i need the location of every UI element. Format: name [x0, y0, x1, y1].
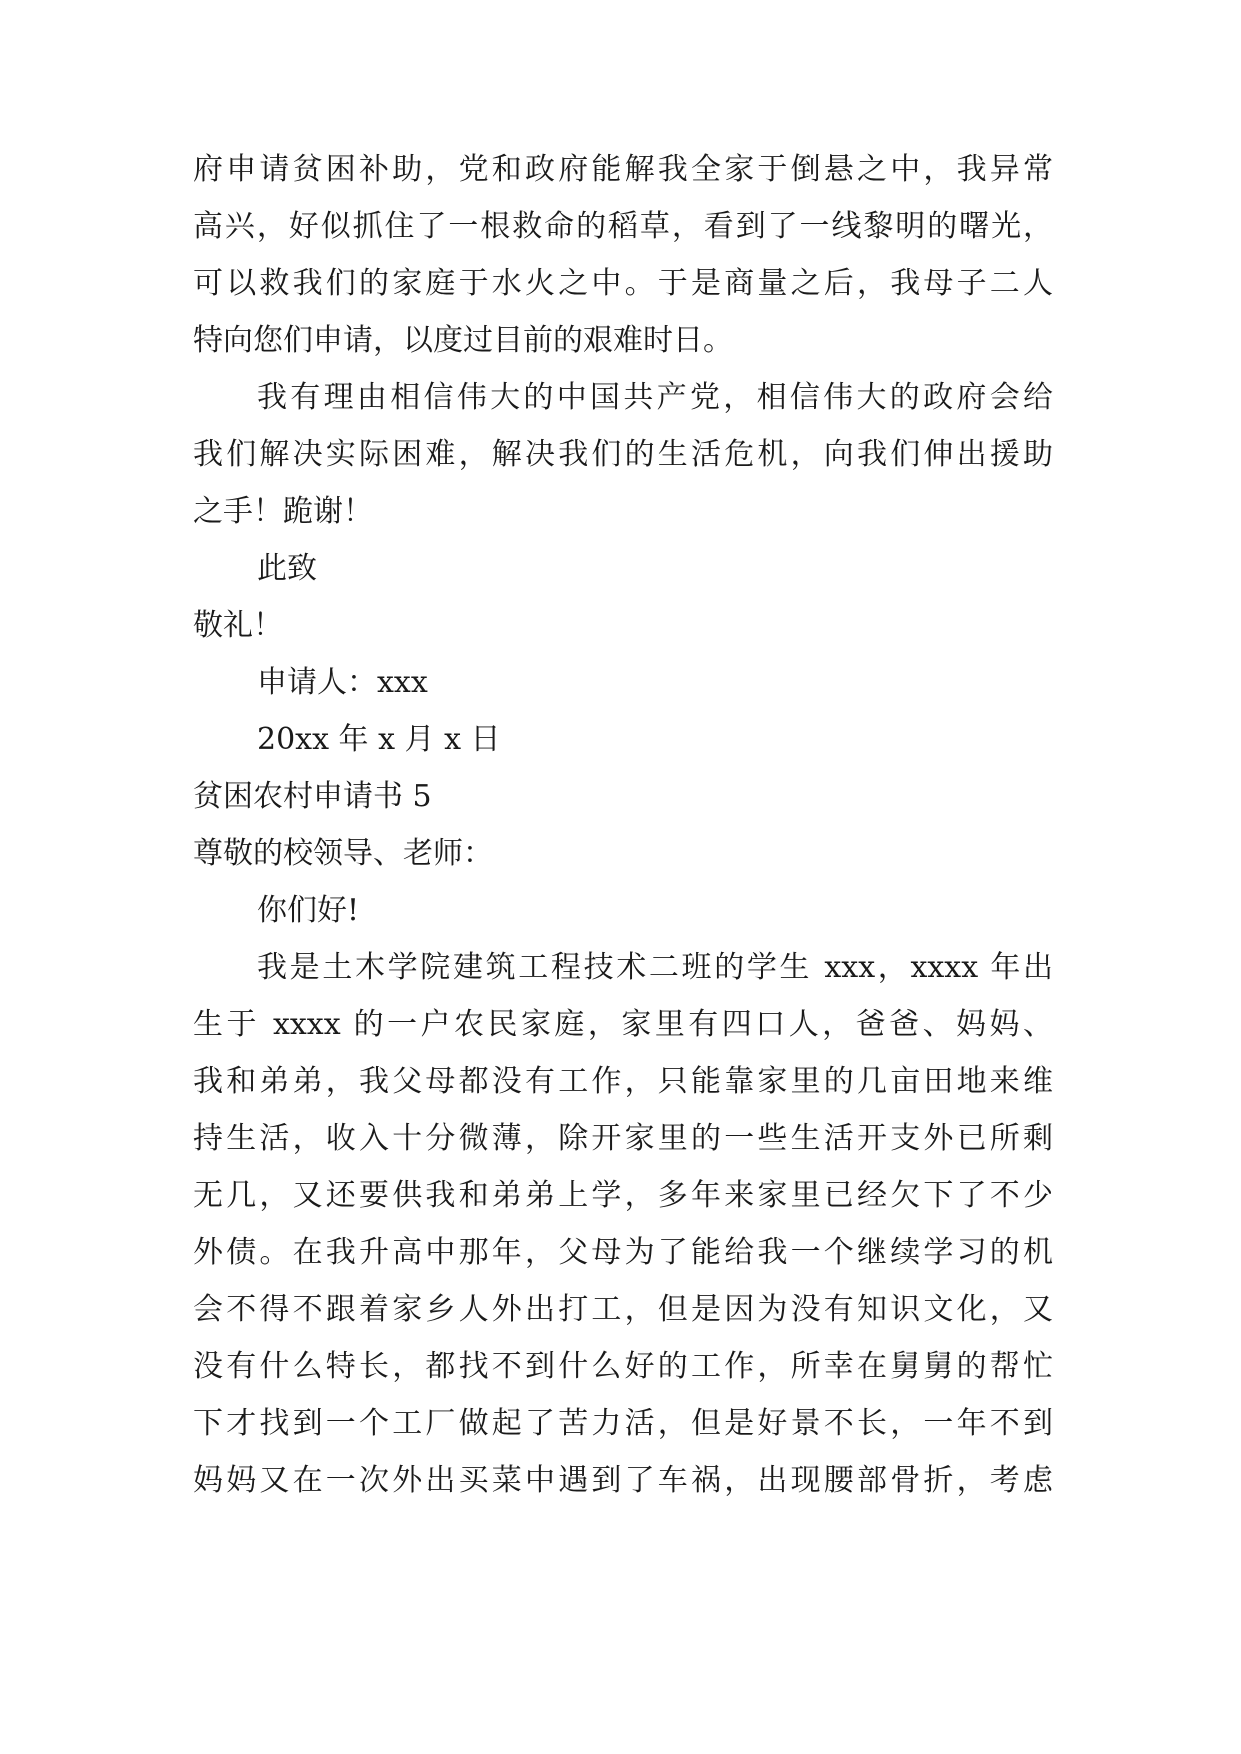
body-text-line: 没有什么特长，都找不到什么好的工作，所幸在舅舅的帮忙: [193, 1349, 1053, 1384]
section-title: 贫困农村申请书 5: [193, 779, 432, 814]
body-text-line: 高兴，好似抓住了一根救命的稻草，看到了一线黎明的曙光，: [193, 209, 1053, 244]
body-text-line: 我有理由相信伟大的中国共产党，相信伟大的政府会给: [257, 380, 1053, 415]
applicant-signature: 申请人：xxx: [257, 665, 428, 700]
body-text-line: 之手！跪谢！: [193, 494, 373, 529]
closing-salutation: 此致: [257, 551, 317, 586]
body-text-line: 府申请贫困补助，党和政府能解我全家于倒悬之中，我异常: [193, 152, 1053, 187]
body-text-line: 会不得不跟着家乡人外出打工，但是因为没有知识文化，又: [193, 1292, 1053, 1327]
body-text-line: 持生活，收入十分微薄，除开家里的一些生活开支外已所剩: [193, 1121, 1053, 1156]
body-text-line: 妈妈又在一次外出买菜中遇到了车祸，出现腰部骨折，考虑: [193, 1463, 1053, 1498]
closing-regards: 敬礼！: [193, 608, 283, 643]
body-text-line: 我和弟弟，我父母都没有工作，只能靠家里的几亩田地来维: [193, 1064, 1053, 1099]
body-text-line: 可以救我们的家庭于水火之中。于是商量之后，我母子二人: [193, 266, 1053, 301]
body-text-line: 我是土木学院建筑工程技术二班的学生 xxx，xxxx 年出: [257, 950, 1053, 985]
body-text-line: 生于 xxxx 的一户农民家庭，家里有四口人，爸爸、妈妈、: [193, 1007, 1053, 1042]
body-text-line: 下才找到一个工厂做起了苦力活，但是好景不长，一年不到: [193, 1406, 1053, 1441]
letter-date: 20xx 年 x 月 x 日: [257, 722, 501, 757]
greeting: 你们好!: [257, 893, 360, 928]
greeting-recipient: 尊敬的校领导、老师：: [193, 836, 493, 871]
body-text-line: 特向您们申请，以度过目前的艰难时日。: [193, 323, 733, 358]
body-text-line: 无几，又还要供我和弟弟上学，多年来家里已经欠下了不少: [193, 1178, 1053, 1213]
body-text-line: 我们解决实际困难，解决我们的生活危机，向我们伸出援助: [193, 437, 1053, 472]
body-text-line: 外债。在我升高中那年，父母为了能给我一个继续学习的机: [193, 1235, 1053, 1270]
